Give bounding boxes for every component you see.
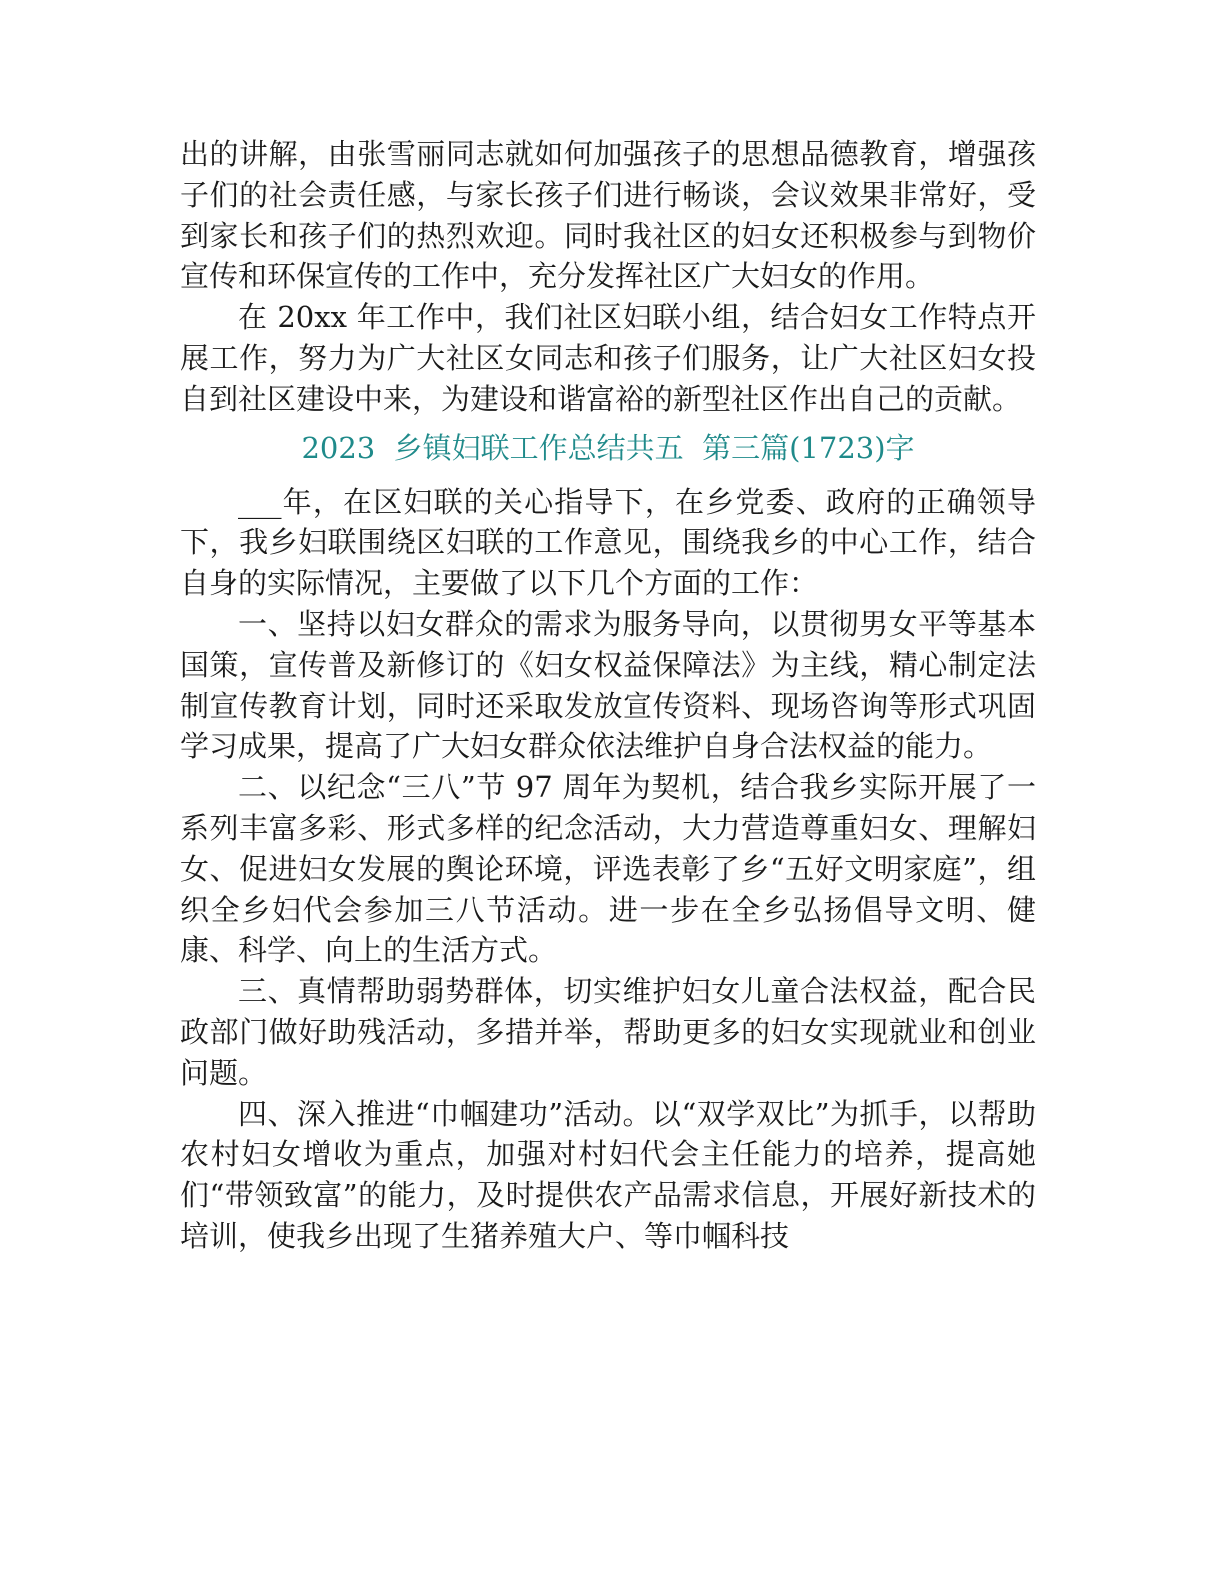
paragraph-summary: 在 20xx 年工作中，我们社区妇联小组，结合妇女工作特点开展工作，努力为广大社区女同志和孩子们服务，让广大社区妇女投自到社区建设中来，为建设和谐富裕的新型社区作出自己的贡献。 <box>180 300 1036 416</box>
paragraph-item-3: 三、真情帮助弱势群体，切实维护妇女儿童合法权益，配合民政部门做好助残活动，多措并举，帮助更多的妇女实现就业和创业问题。 <box>180 974 1036 1090</box>
paragraph-item-1: 一、坚持以妇女群众的需求为服务导向，以贯彻男女平等基本国策，宣传普及新修订的《妇女权益保障法》为主线，精心制定法制宣传教育计划，同时还采取发放宣传资料、现场咨询等形式巩固学习成果，提高了广大妇女群众依法维护自身合法权益的能力。 <box>180 606 1036 764</box>
paragraph-item-4: 四、深入推进“巾帼建功”活动。以“双学双比”为抓手，以帮助农村妇女增收为重点，加强对村妇代会主任能力的培养，提高她们“带领致富”的能力，及时提供农产品需求信息，开展好新技术的培训，使我乡出现了生猪养殖大户、等巾帼科技 <box>180 1096 1036 1253</box>
paragraph-item-2: 二、以纪念“三八”节 97 周年为契机，结合我乡实际开展了一系列丰富多彩、形式多样的纪念活动，大力营造尊重妇女、理解妇女、促进妇女发展的舆论环境，评选表彰了乡“五好文明家庭”，组织全乡妇代会参加三八节活动。进一步在全乡弘扬倡导文明、健康、科学、向上的生活方式。 <box>180 770 1036 968</box>
document-page <box>180 134 1036 1257</box>
paragraph-intro-continued: 出的讲解，由张雪丽同志就如何加强孩子的思想品德教育，增强孩子们的社会责任感，与家长孩子们进行畅谈，会议效果非常好，受到家长和孩子们的热烈欢迎。同时我社区的妇女还积极参与到物价宣传和环保宣传的工作中，充分发挥社区广大妇女的作用。 <box>180 137 1036 294</box>
section-heading: 2023 乡镇妇联工作总结共五 第三篇(1723)字 <box>301 430 915 465</box>
paragraph-overview: ___年，在区妇联的关心指导下，在乡党委、政府的正确领导下，我乡妇联围绕区妇联的工作意见，围绕我乡的中心工作，结合自身的实际情况，主要做了以下几个方面的工作： <box>180 484 1036 601</box>
